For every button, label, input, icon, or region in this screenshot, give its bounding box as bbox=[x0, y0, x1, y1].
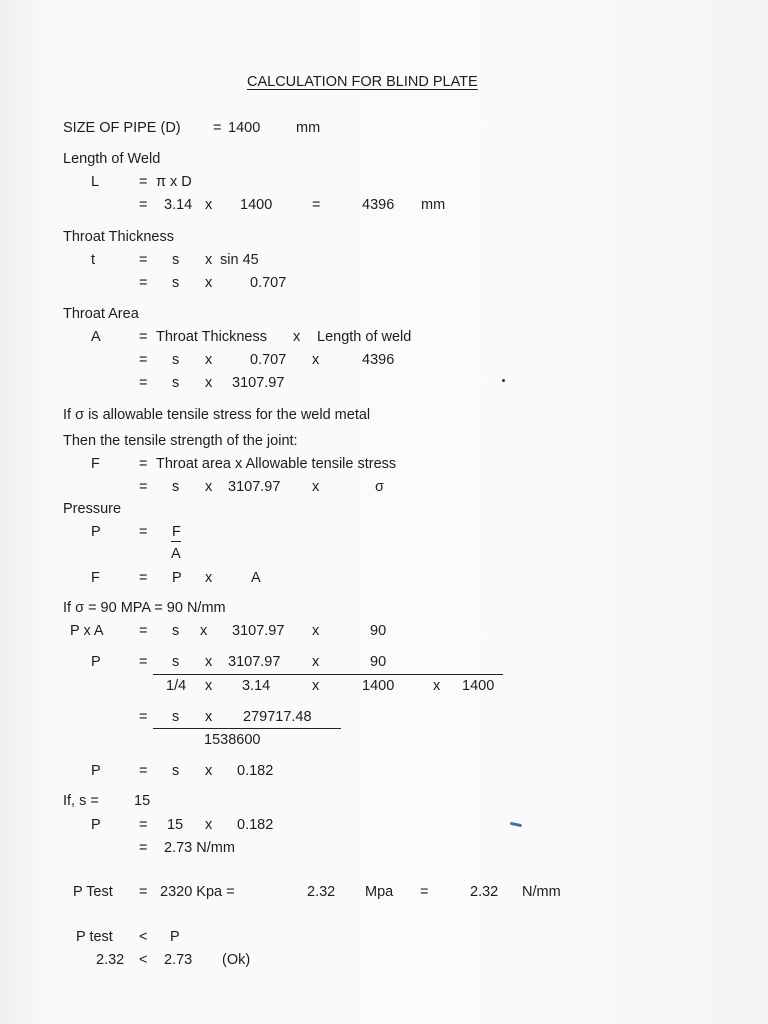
if-s-l3-eq: = bbox=[139, 840, 148, 856]
sigma-l2-s: s bbox=[172, 623, 180, 639]
sigma-l5-val: 0.182 bbox=[237, 763, 274, 779]
size-of-pipe-unit: mm bbox=[296, 120, 321, 136]
pressure-p2-eq: = bbox=[139, 570, 148, 586]
sigma-l3-times2: x bbox=[312, 654, 320, 670]
tt-l1-var: t bbox=[91, 252, 96, 268]
ta-l3-val: 3107.97 bbox=[232, 375, 285, 391]
sigma-l5-var: P bbox=[91, 763, 101, 779]
sigma-l4-fraction-bar bbox=[153, 728, 341, 729]
sigma-l4-den: 1538600 bbox=[204, 732, 261, 748]
sigma-l5-s: s bbox=[172, 763, 180, 779]
sigma-l2-lhs: P x A bbox=[70, 623, 104, 639]
length-of-weld-heading: Length of Weld bbox=[63, 151, 161, 167]
weld-l2-eq2: = bbox=[312, 197, 321, 213]
ptest-eq3: = bbox=[420, 884, 429, 900]
ta-l2-times: x bbox=[205, 352, 213, 368]
weld-l2-unit: mm bbox=[421, 197, 446, 213]
sigma-l3-den-6: x bbox=[433, 678, 441, 694]
check-l1-op: < bbox=[139, 929, 148, 945]
ptest-unit2: Mpa bbox=[365, 884, 394, 900]
pressure-p2-p: P bbox=[172, 570, 182, 586]
tt-l2-eq: = bbox=[139, 275, 148, 291]
weld-l1-eq: = bbox=[139, 174, 148, 190]
check-l1-rhs: P bbox=[170, 929, 180, 945]
sigma-l3-var: P bbox=[91, 654, 101, 670]
sigma-l4-s: s bbox=[172, 709, 180, 725]
ta-l1-term2: Length of weld bbox=[317, 329, 412, 345]
ptest-val2: 2.32 bbox=[307, 884, 336, 900]
tensile-line1: If σ is allowable tensile stress for the weld metal bbox=[63, 407, 371, 423]
weld-l2-result: 4396 bbox=[362, 197, 395, 213]
tensile-l4-times: x bbox=[205, 479, 213, 495]
sigma-l3-den-2: x bbox=[205, 678, 213, 694]
tt-l2-times: x bbox=[205, 275, 213, 291]
tt-l1-sin: sin 45 bbox=[220, 252, 259, 268]
ta-l3-s: s bbox=[172, 375, 180, 391]
sigma-l2-90: 90 bbox=[370, 623, 387, 639]
pressure-p1-eq: = bbox=[139, 524, 148, 540]
tt-l1-times: x bbox=[205, 252, 213, 268]
ta-l1-term1: Throat Thickness bbox=[156, 329, 267, 345]
tensile-l4-s: s bbox=[172, 479, 180, 495]
ta-l2-eq: = bbox=[139, 352, 148, 368]
sigma-l3-val: 3107.97 bbox=[228, 654, 281, 670]
throat-thickness-heading: Throat Thickness bbox=[63, 229, 174, 245]
tensile-l3-expr: Throat area x Allowable tensile stress bbox=[156, 456, 397, 472]
check-l1-lhs: P test bbox=[76, 929, 113, 945]
ptest-eq1: = bbox=[139, 884, 148, 900]
check-l2-lhs: 2.32 bbox=[96, 952, 125, 968]
tt-l2-val: 0.707 bbox=[250, 275, 287, 291]
ta-l3-times: x bbox=[205, 375, 213, 391]
check-l2-status: (Ok) bbox=[222, 952, 251, 968]
tensile-l4-eq: = bbox=[139, 479, 148, 495]
if-s-l2-s: 15 bbox=[167, 817, 184, 833]
ta-l3-eq: = bbox=[139, 375, 148, 391]
weld-l1-var: L bbox=[91, 174, 100, 190]
sigma-l2-times: x bbox=[200, 623, 208, 639]
sigma-l3-90: 90 bbox=[370, 654, 387, 670]
sigma-l3-den-1: 1/4 bbox=[166, 678, 187, 694]
if-s-l2-var: P bbox=[91, 817, 101, 833]
size-of-pipe-value: 1400 bbox=[228, 120, 261, 136]
sigma-l2-times2: x bbox=[312, 623, 320, 639]
pressure-p2-var: F bbox=[91, 570, 100, 586]
ta-l1-times: x bbox=[293, 329, 301, 345]
pressure-heading: Pressure bbox=[63, 501, 122, 517]
throat-area-heading: Throat Area bbox=[63, 306, 139, 322]
weld-l2-eq: = bbox=[139, 197, 148, 213]
sigma-l4-val: 279717.48 bbox=[243, 709, 312, 725]
if-s-l2-val: 0.182 bbox=[237, 817, 274, 833]
tt-l1-s: s bbox=[172, 252, 180, 268]
ptest-label: P Test bbox=[73, 884, 113, 900]
sigma-line: If σ = 90 MPA = 90 N/mm bbox=[63, 600, 226, 616]
ta-l1-eq: = bbox=[139, 329, 148, 345]
tensile-l3-eq: = bbox=[139, 456, 148, 472]
sigma-l5-times: x bbox=[205, 763, 213, 779]
ptest-val3: 2.32 bbox=[470, 884, 499, 900]
if-s-label: If, s = bbox=[63, 793, 99, 809]
if-s-value: 15 bbox=[134, 793, 151, 809]
size-of-pipe-label: SIZE OF PIPE (D) bbox=[63, 120, 181, 136]
ptest-unit3: N/mm bbox=[522, 884, 561, 900]
ta-l1-var: A bbox=[91, 329, 101, 345]
sigma-l3-fraction-bar bbox=[153, 674, 503, 675]
tensile-line2: Then the tensile strength of the joint: bbox=[63, 433, 298, 449]
pressure-p2-a: A bbox=[251, 570, 261, 586]
pressure-p1-num: F bbox=[172, 524, 181, 540]
sigma-l3-den-7: 1400 bbox=[462, 678, 495, 694]
sigma-l5-eq: = bbox=[139, 763, 148, 779]
pressure-p2-times: x bbox=[205, 570, 213, 586]
tt-l2-s: s bbox=[172, 275, 180, 291]
ptest-val1: 2320 Kpa = bbox=[160, 884, 235, 900]
tensile-l3-var: F bbox=[91, 456, 100, 472]
scan-speck bbox=[502, 379, 505, 382]
scan-mark bbox=[510, 822, 522, 827]
weld-l2-d: 1400 bbox=[240, 197, 273, 213]
tensile-l4-val: 3107.97 bbox=[228, 479, 281, 495]
if-s-l2-eq: = bbox=[139, 817, 148, 833]
pressure-fraction-bar bbox=[171, 541, 181, 542]
check-l2-op: < bbox=[139, 952, 148, 968]
sigma-l4-times: x bbox=[205, 709, 213, 725]
pressure-p1-var: P bbox=[91, 524, 101, 540]
sigma-l4-eq: = bbox=[139, 709, 148, 725]
sigma-l3-s: s bbox=[172, 654, 180, 670]
check-l2-rhs: 2.73 bbox=[164, 952, 193, 968]
ta-l2-val1: 0.707 bbox=[250, 352, 287, 368]
pressure-p1-den: A bbox=[171, 546, 181, 562]
ta-l2-val2: 4396 bbox=[362, 352, 395, 368]
sigma-l3-den-4: x bbox=[312, 678, 320, 694]
weld-l1-expr: π x D bbox=[156, 174, 192, 190]
tensile-l4-sigma: σ bbox=[375, 479, 384, 495]
sigma-l2-val: 3107.97 bbox=[232, 623, 285, 639]
ta-l2-s: s bbox=[172, 352, 180, 368]
sigma-l2-eq: = bbox=[139, 623, 148, 639]
sigma-l3-den-5: 1400 bbox=[362, 678, 395, 694]
weld-l2-times: x bbox=[205, 197, 213, 213]
ta-l2-times2: x bbox=[312, 352, 320, 368]
if-s-l2-times: x bbox=[205, 817, 213, 833]
tensile-l4-times2: x bbox=[312, 479, 320, 495]
weld-l2-pi: 3.14 bbox=[164, 197, 193, 213]
sigma-l3-eq: = bbox=[139, 654, 148, 670]
document-title: CALCULATION FOR BLIND PLATE bbox=[247, 74, 478, 90]
sigma-l3-times: x bbox=[205, 654, 213, 670]
sigma-l3-den-3: 3.14 bbox=[242, 678, 271, 694]
if-s-l3-result: 2.73 N/mm bbox=[164, 840, 235, 856]
tt-l1-eq: = bbox=[139, 252, 148, 268]
size-of-pipe-eq: = bbox=[213, 120, 222, 136]
